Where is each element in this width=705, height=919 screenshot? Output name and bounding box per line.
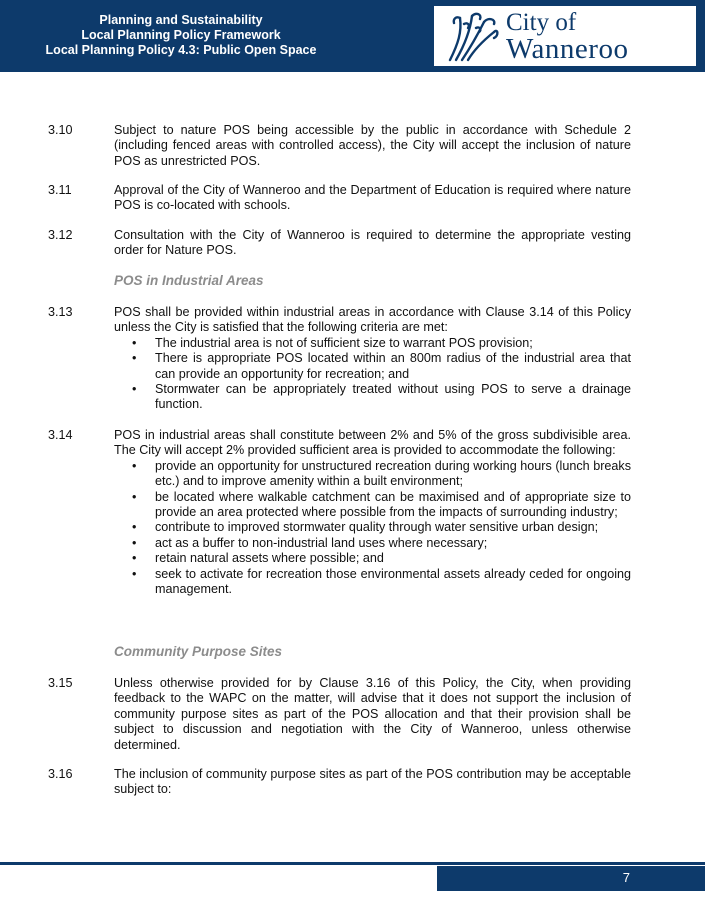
clause-text-block	[114, 305, 631, 413]
clause-text: Consultation with the City of Wanneroo is required to determine the appropriate vesting order for Nature POS.	[114, 228, 631, 258]
clause-number: 3.11	[48, 183, 72, 197]
header-line-department: Planning and Sustainability	[99, 13, 263, 27]
bullet-list	[114, 459, 631, 598]
list-item: • be located where walkable catchment can be maximised and of appropriate size to provide an area protected where possible from the impacts of surrounding industry;	[132, 489, 631, 520]
section-heading-industrial: POS in Industrial Areas	[114, 273, 264, 288]
footer-page-box	[437, 866, 705, 891]
bullet-glyph: •	[132, 458, 137, 473]
clause-number: 3.14	[48, 428, 73, 442]
bullet-glyph: •	[132, 566, 137, 581]
clause-text: Subject to nature POS being accessible by the public in accordance with Schedule 2 (including fenced areas with controlled access), the City will accept the inclusion of nature POS as unrestricted POS.	[114, 123, 631, 168]
bullet-glyph: •	[132, 351, 137, 366]
list-item: • provide an opportunity for unstructured recreation during working hours (lunch breaks etc.) and to improve amenity within a built environment;	[132, 458, 631, 489]
bullet-glyph: •	[132, 489, 137, 504]
bullet-glyph: •	[132, 382, 137, 397]
list-item: • retain natural assets where possible; and	[132, 551, 384, 566]
list-item: • contribute to improved stormwater quality through water sensitive urban design;	[132, 520, 599, 535]
clause-text: Unless otherwise provided for by Clause 3.16 of this Policy, the City, when providing feedback to the WAPC on the matter, will advise that it does not support the inclusion of community purpose sites as part of the POS allocation and that their provision shall be subject to discussion and negotiation with the City of Wanneroo, unless otherwise determined.	[114, 676, 631, 752]
page-number: 7	[622, 870, 630, 885]
clause-text-block	[114, 428, 631, 597]
header-title-block	[0, 13, 362, 58]
bullet-glyph: •	[132, 335, 137, 350]
logo-wanneroo-text: Wanneroo	[506, 33, 629, 65]
list-item: • Stormwater can be appropriately treated without using POS to serve a drainage function.	[132, 382, 631, 412]
list-item: • act as a buffer to non-industrial land uses where necessary;	[132, 535, 488, 550]
header-line-policy: Local Planning Policy 4.3: Public Open Space	[45, 43, 317, 57]
bullet-glyph: •	[132, 551, 137, 566]
clause-number: 3.12	[48, 228, 73, 242]
clause-number: 3.16	[48, 767, 73, 781]
header-line-framework: Local Planning Policy Framework	[81, 28, 281, 42]
list-item: • There is appropriate POS located within an 800m radius of the industrial area that can provide an opportunity for recreation; and	[132, 351, 631, 381]
footer-rule	[0, 862, 705, 865]
logo-city-text: City of	[506, 9, 577, 36]
clause-number: 3.13	[48, 305, 73, 319]
bullet-list	[114, 336, 631, 413]
bullet-glyph: •	[132, 520, 137, 535]
clause-text: Approval of the City of Wanneroo and the Department of Education is required where nature POS is co-located with schools.	[114, 183, 631, 213]
clause-text: POS shall be provided within industrial areas in accordance with Clause 3.14 of this Policy unless the City is satisfied that the following criteria are met:	[114, 305, 631, 335]
clause-text: The inclusion of community purpose sites as part of the POS contribution may be acceptable subject to:	[114, 767, 631, 797]
wanneroo-flower-icon	[444, 10, 500, 62]
list-item: • seek to activate for recreation those environmental assets already ceded for ongoing management.	[132, 566, 631, 597]
list-item: • The industrial area is not of sufficient size to warrant POS provision;	[132, 335, 533, 350]
section-heading-community: Community Purpose Sites	[114, 644, 283, 659]
city-logo	[434, 6, 696, 66]
clause-text: POS in industrial areas shall constitute between 2% and 5% of the gross subdivisible area. The City will accept 2% provided sufficient area is provided to accommodate the following:	[114, 428, 631, 458]
bullet-glyph: •	[132, 535, 137, 550]
page-header	[0, 0, 705, 72]
clause-number: 3.15	[48, 676, 73, 690]
clause-number: 3.10	[48, 123, 73, 137]
